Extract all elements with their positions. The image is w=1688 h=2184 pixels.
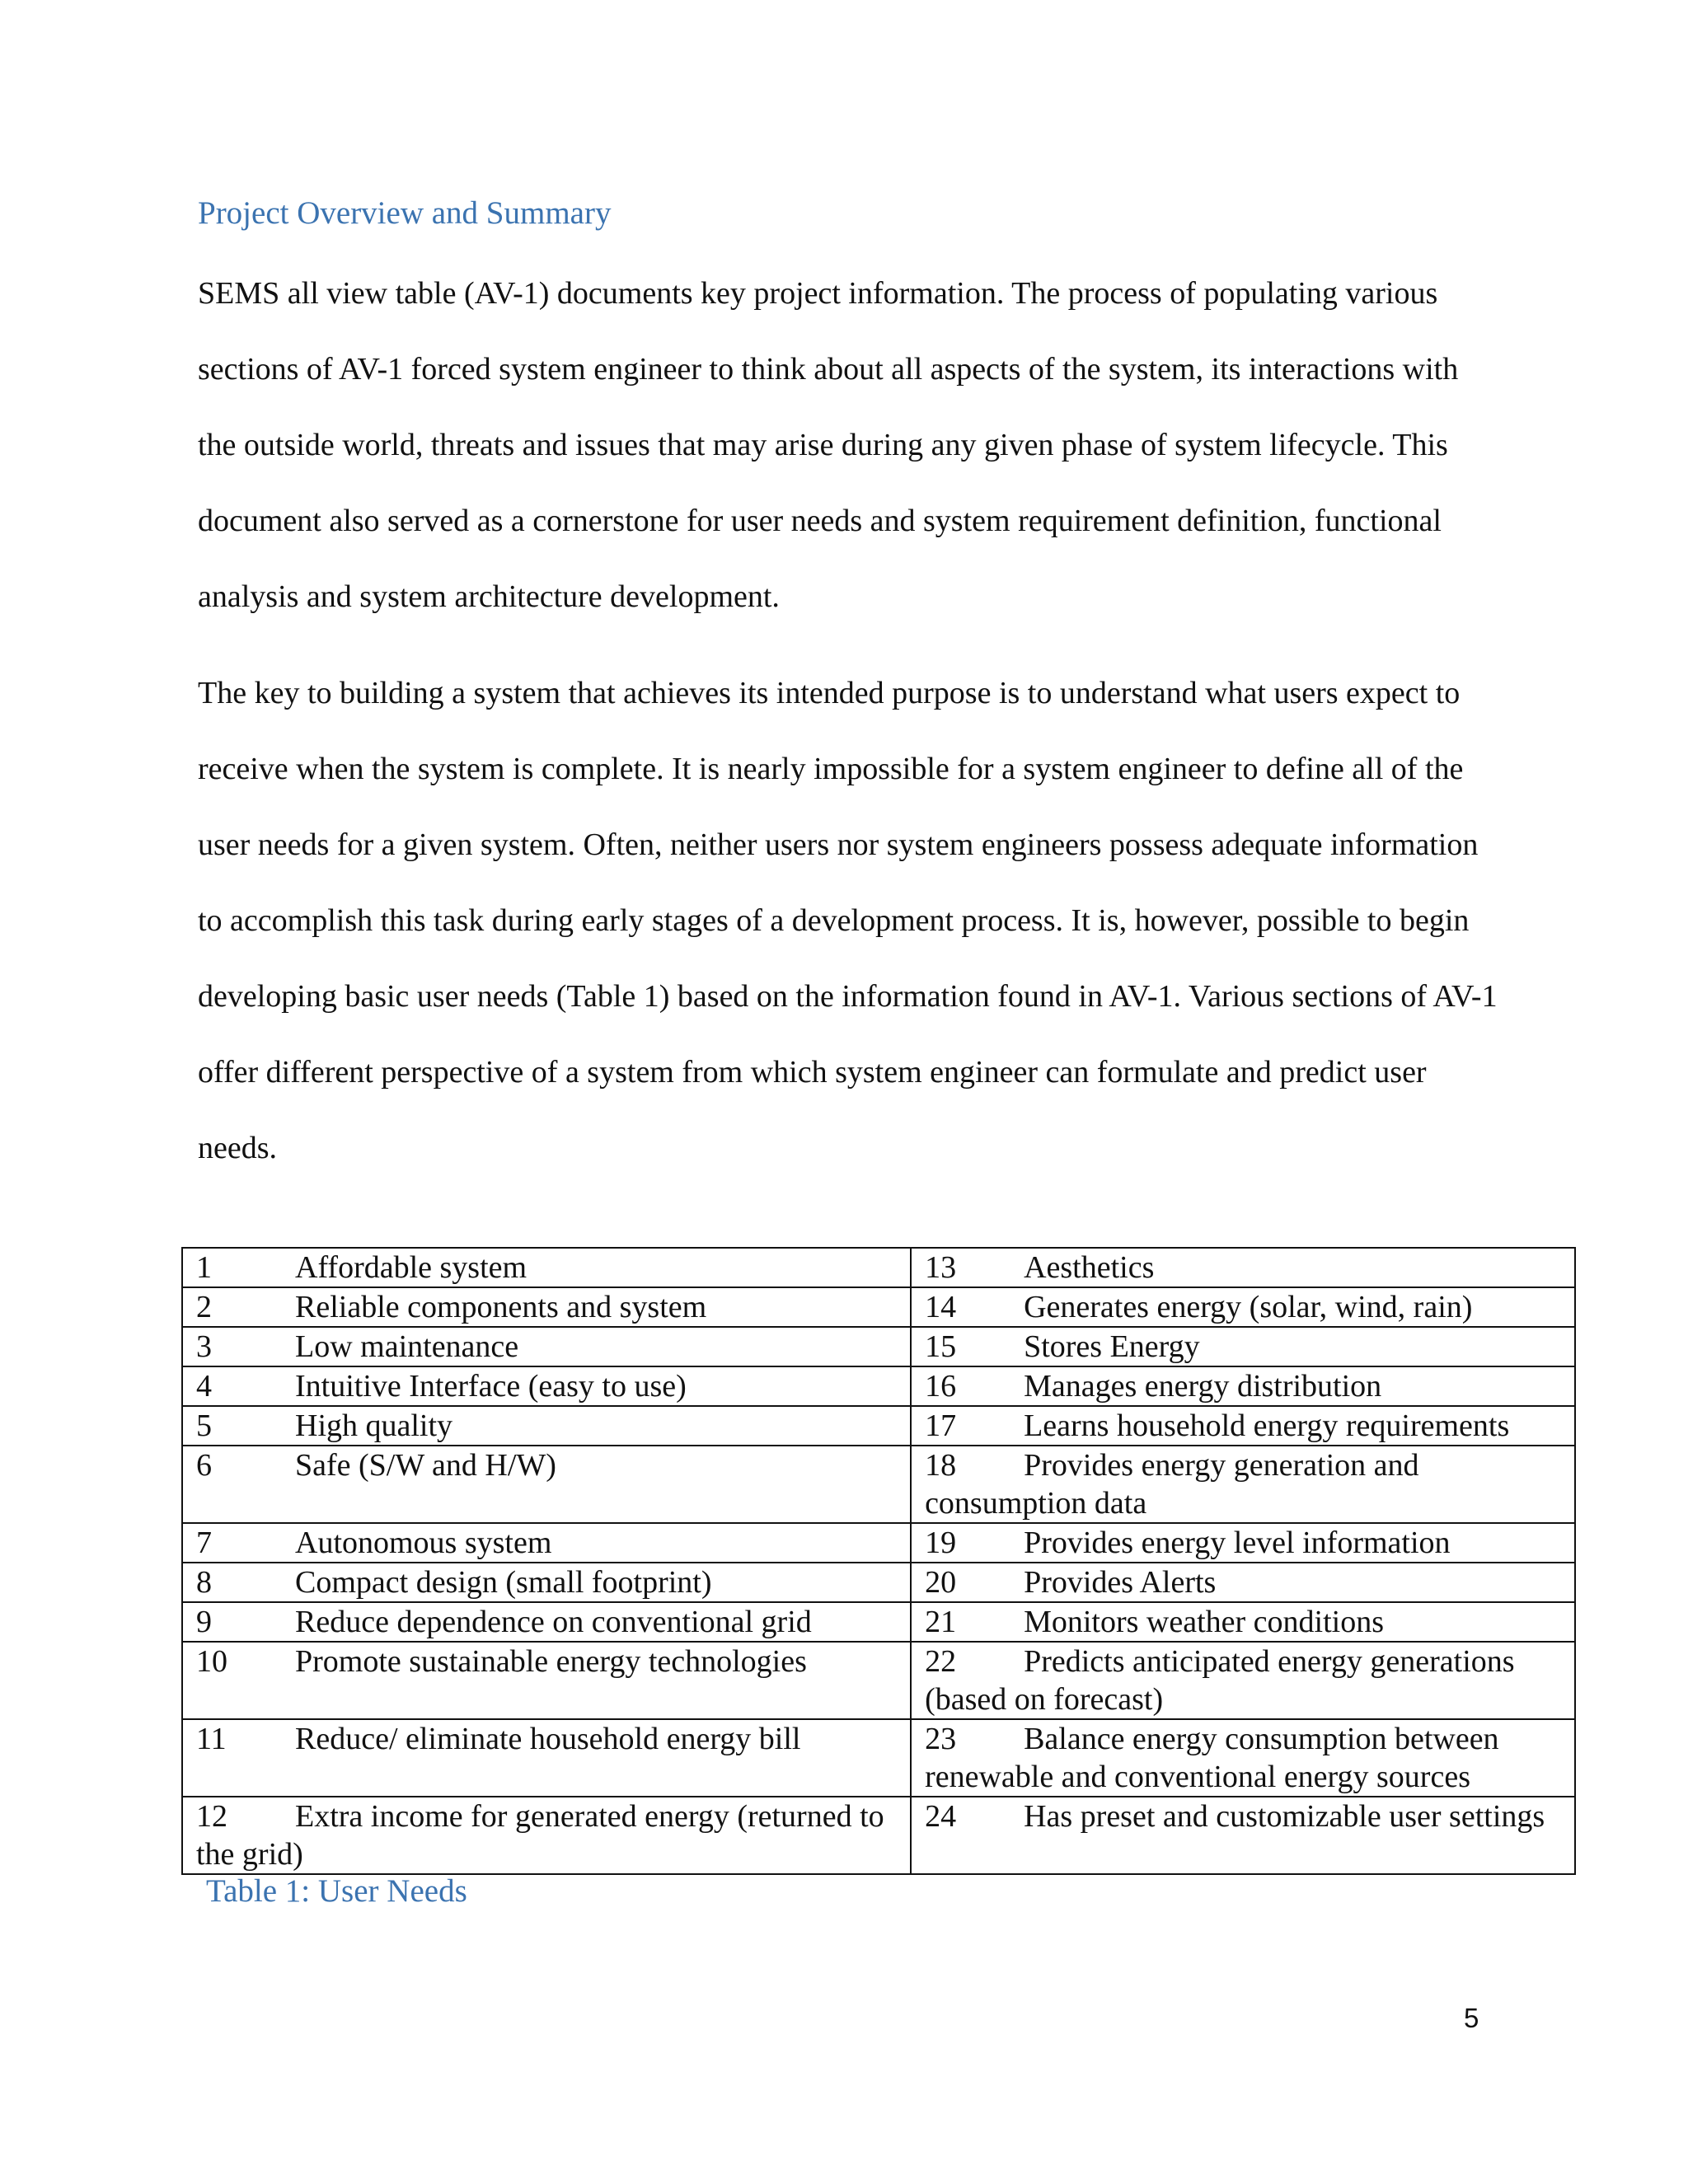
table-cell — [182, 1327, 911, 1366]
table-row — [182, 1366, 1575, 1406]
need-number: 24 — [925, 1799, 957, 1834]
need-number: 1 — [196, 1250, 212, 1285]
need-text: Balance energy consumption between renewable and conventional energy sources — [925, 1722, 1499, 1794]
paragraph-av1: SEMS all view table (AV-1) documents key project information. The process of populating various sections of AV-1 forced system engineer to think about all aspects of the system, its interactions with the outside world, threats and issues that may arise during any given phase of system lifecycle. This document also served as a cornerstone for user needs and system requirement definition, functional analysis and system architecture development. — [198, 276, 1459, 614]
table-row — [182, 1248, 1575, 1287]
table-cell — [911, 1327, 1575, 1366]
need-text: Reliable components and system — [295, 1290, 707, 1324]
need-number: 19 — [925, 1526, 957, 1560]
need-text: Affordable system — [295, 1250, 528, 1285]
table-cell — [182, 1563, 911, 1602]
need-text: Compact design (small footprint) — [295, 1565, 712, 1600]
need-text: Manages energy distribution — [1024, 1369, 1382, 1404]
need-text: Safe (S/W and H/W) — [295, 1448, 556, 1483]
need-text: High quality — [295, 1408, 453, 1443]
section-heading: Project Overview and Summary — [198, 195, 612, 231]
need-number: 14 — [925, 1290, 957, 1324]
need-number: 5 — [196, 1408, 212, 1443]
need-number: 16 — [925, 1369, 957, 1404]
user-needs-table — [181, 1247, 1576, 1875]
table-row — [182, 1563, 1575, 1602]
table-cell — [911, 1523, 1575, 1563]
table-row — [182, 1642, 1575, 1719]
need-number: 9 — [196, 1605, 212, 1639]
need-number: 8 — [196, 1565, 212, 1600]
need-text: Reduce dependence on conventional grid — [295, 1605, 812, 1639]
table-cell — [911, 1602, 1575, 1642]
table-cell — [182, 1446, 911, 1523]
table-caption: Table 1: User Needs — [206, 1873, 467, 1909]
table-cell — [911, 1563, 1575, 1602]
need-text: Provides energy generation and consumption data — [925, 1448, 1419, 1521]
need-number: 10 — [196, 1644, 227, 1679]
need-text: Provides energy level information — [1024, 1526, 1451, 1560]
need-number: 18 — [925, 1448, 957, 1483]
table-cell — [182, 1602, 911, 1642]
need-text: Provides Alerts — [1024, 1565, 1217, 1600]
table-cell — [911, 1719, 1575, 1797]
table-row — [182, 1327, 1575, 1366]
table-cell — [911, 1642, 1575, 1719]
need-number: 4 — [196, 1369, 212, 1404]
need-text: Extra income for generated energy (returned to the grid) — [196, 1799, 884, 1872]
need-number: 13 — [925, 1250, 957, 1285]
table-cell — [911, 1287, 1575, 1327]
need-text: Predicts anticipated energy generations (based on forecast) — [925, 1644, 1515, 1717]
need-number: 3 — [196, 1329, 212, 1364]
need-number: 17 — [925, 1408, 957, 1443]
need-number: 20 — [925, 1565, 957, 1600]
table-row — [182, 1523, 1575, 1563]
table-row — [182, 1287, 1575, 1327]
table-row — [182, 1446, 1575, 1523]
need-text: Intuitive Interface (easy to use) — [295, 1369, 687, 1404]
table-row — [182, 1719, 1575, 1797]
need-number: 23 — [925, 1722, 957, 1756]
need-text: Autonomous system — [295, 1526, 552, 1560]
page-number: 5 — [1464, 2003, 1479, 2033]
table-cell — [911, 1797, 1575, 1874]
need-text: Low maintenance — [295, 1329, 519, 1364]
need-number: 11 — [196, 1722, 227, 1756]
table-cell — [182, 1797, 911, 1874]
need-number: 15 — [925, 1329, 957, 1364]
table-cell — [182, 1287, 911, 1327]
table-cell — [182, 1248, 911, 1287]
need-text: Monitors weather conditions — [1024, 1605, 1384, 1639]
need-text: Aesthetics — [1024, 1250, 1155, 1285]
table-cell — [911, 1248, 1575, 1287]
need-number: 6 — [196, 1448, 212, 1483]
table-row — [182, 1797, 1575, 1874]
need-number: 21 — [925, 1605, 957, 1639]
need-text: Has preset and customizable user settings — [1024, 1799, 1545, 1834]
need-number: 2 — [196, 1290, 212, 1324]
paragraph-user-needs: The key to building a system that achieves its intended purpose is to understand what users expect to receive when the system is complete. It is nearly impossible for a system engineer to define all of the user needs for a given system. Often, neither users nor system engineers possess adequate information to accomplish this task during early stages of a development process. It is, however, possible to begin developing basic user needs (Table 1) based on the information found in AV-1. Various sections of AV-1 offer different perspective of a system from which system engineer can formulate and predict user needs. — [198, 676, 1498, 1165]
table-cell — [911, 1366, 1575, 1406]
table-row — [182, 1406, 1575, 1446]
table-cell — [911, 1406, 1575, 1446]
table-cell — [182, 1719, 911, 1797]
table-row — [182, 1602, 1575, 1642]
need-number: 22 — [925, 1644, 957, 1679]
table-cell — [182, 1523, 911, 1563]
need-text: Reduce/ eliminate household energy bill — [295, 1722, 801, 1756]
need-text: Learns household energy requirements — [1024, 1408, 1510, 1443]
table-cell — [182, 1642, 911, 1719]
need-text: Stores Energy — [1024, 1329, 1200, 1364]
need-number: 12 — [196, 1799, 227, 1834]
need-text: Generates energy (solar, wind, rain) — [1024, 1290, 1473, 1324]
need-number: 7 — [196, 1526, 212, 1560]
need-text: Promote sustainable energy technologies — [295, 1644, 807, 1679]
table-cell — [911, 1446, 1575, 1523]
table-cell — [182, 1366, 911, 1406]
table-cell — [182, 1406, 911, 1446]
